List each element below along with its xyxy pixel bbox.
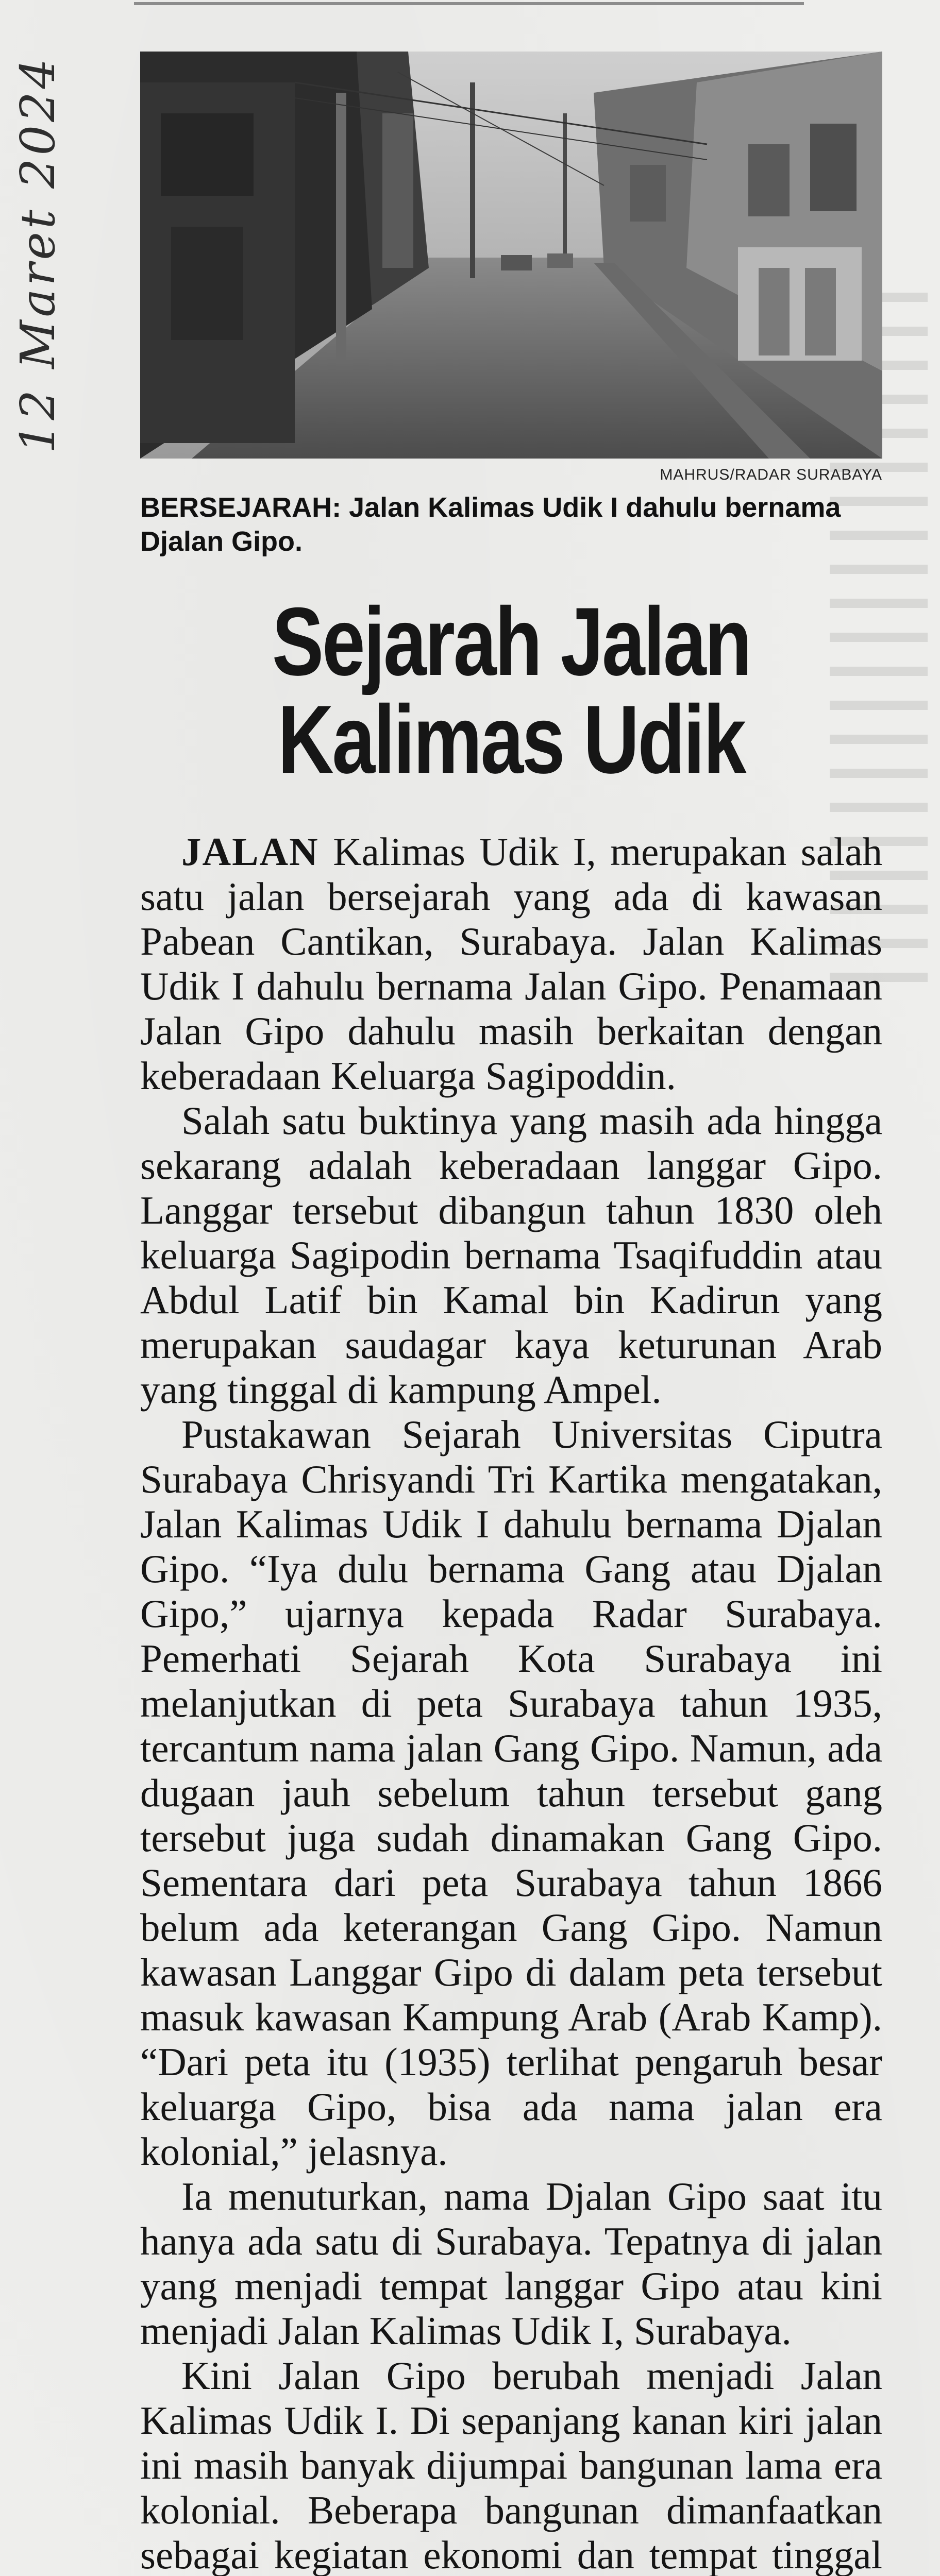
article-paragraph-1 xyxy=(140,829,882,1098)
photo-credit: MAHRUS/RADAR SURABAYA xyxy=(660,466,882,483)
street-photo xyxy=(140,52,882,459)
article-paragraph-1-text: Kalimas Udik I, merupakan salah satu jalan bersejarah yang ada di kawasan Pabean Cantikan, Surabaya. Jalan Kalimas Udik I dahulu bernama Jalan Gipo. Penamaan Jalan Gipo dahulu masih berkaitan dengan keberadaan Keluarga Sagipoddin. xyxy=(140,829,882,1098)
headline-line-1: Sejarah Jalan xyxy=(272,587,751,696)
article-body xyxy=(140,829,882,2576)
article-headline xyxy=(214,587,808,793)
article-paragraph-2: Salah satu buktinya yang masih ada hingga sekarang adalah keberadaan langgar Gipo. Langgar tersebut dibangun tahun 1830 oleh keluarga Sagipodin bernama Tsaqifuddin atau Abdul Latif bin Kamal bin Kadirun yang merupakan saudagar kaya keturunan Arab yang tinggal di kampung Ampel. xyxy=(140,1098,882,1412)
article-paragraph-5-text: Kini Jalan Gipo berubah menjadi Jalan Kalimas Udik I. Di sepanjang kanan kiri jalan ini masih banyak dijumpai bangunan lama era kolonial. Beberapa bangunan dimanfaatkan sebagai kegiatan ekonomi dan tempat tinggal xyxy=(140,2353,882,2576)
article-kicker: JALAN xyxy=(181,829,319,874)
article-paragraph-4: Ia menuturkan, nama Djalan Gipo saat itu hanya ada satu di Surabaya. Tepatnya di jalan yang menjadi tempat langgar Gipo atau kini menjadi Jalan Kalimas Udik I, Surabaya. xyxy=(140,2174,882,2353)
handwritten-date-note: 12 Maret 2024 xyxy=(10,55,65,453)
article-paragraph-5 xyxy=(140,2353,882,2576)
headline-line-2: Kalimas Udik xyxy=(277,685,745,793)
top-divider xyxy=(134,2,804,5)
article-paragraph-3: Pustakawan Sejarah Universitas Ciputra Surabaya Chrisyandi Tri Kartika mengatakan, Jalan Kalimas Udik I dahulu bernama Djalan Gipo. “Iya dulu bernama Gang atau Djalan Gipo,” ujarnya kepada Radar Surabaya. Pemerhati Sejarah Kota Surabaya ini melanjutkan di peta Surabaya tahun 1935, tercantum nama jalan Gang Gipo. Namun, ada dugaan jauh sebelum tahun tersebut gang tersebut juga sudah dinamakan Gang Gipo. Sementara dari peta Surabaya tahun 1866 belum ada keterangan Gang Gipo. Namun kawasan Langgar Gipo di dalam peta tersebut masuk kawasan Kampung Arab (Arab Kamp). “Dari peta itu (1935) terlihat pengaruh besar keluarga Gipo, bisa ada nama jalan era kolonial,” jelasnya. xyxy=(140,1412,882,2174)
photo-caption: BERSEJARAH: Jalan Kalimas Udik I dahulu bernama Djalan Gipo. xyxy=(140,492,841,557)
